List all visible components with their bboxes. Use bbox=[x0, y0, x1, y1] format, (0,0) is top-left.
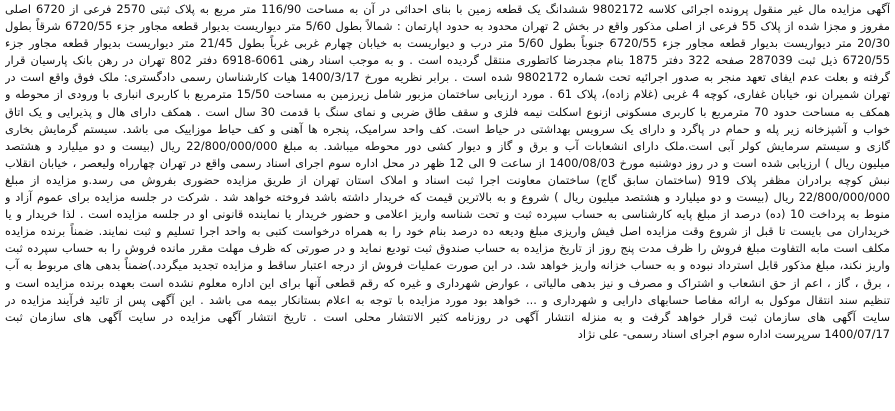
notice-text-line: نبش کوچه برادران مظفر پلاک 919 (ساختمان سابق گاج) ساختمان معاونت اجرا ثبت اسناد و املاک استان تهران از طریق مزایده حضوری بفروش می رسد.و مزایده از مبلغ bbox=[5, 172, 890, 187]
notice-text-line: گازی و سیستم سرمایش کولر آبی است.ملک دارای انشعابات آب و برق و گاز و دیوار کشی دور محوطه میباشد. به مبلغ 22/800/000/000 ریال (بیست و دو میلیارد و هشتصد bbox=[5, 138, 890, 153]
notice-text-line: 20/30 متر دیواریست بدیوار قطعه مجاور جزء 6720/55 جنوباً بطول 5/60 متر درب و دیواریست به خیابان چهارم غربی غرباً بطول 21/45 متر دیواریست بدیوار قطعه مجاور جزء bbox=[5, 36, 890, 51]
notice-text-line: واریز نکند، مبلغ مذکور قابل استرداد نبوده و به حساب خزانه واریز خواهد شد. در این صورت عملیات فروش از درجه اعتبار ساقط و مزایده تجدید میگردد.)ضمناً بدهی های مربوط به آب bbox=[5, 258, 890, 273]
notice-text-line: منوط به پرداخت 10 (ده) درصد از مبلغ پایه کارشناسی به حساب سپرده ثبت و تحت شناسه واریز اعلامی و حضور خریدار یا نماینده قانونی او در جلسه مزایده است . لذا خریدار و یا bbox=[5, 207, 890, 222]
notice-text-line: تهران شمیران نو، خیابان غفاری، کوچه 4 غربی (غلام زاده)، پلاک 61 . مورد ارزیابی ساختمان مزبور شامل زیرزمین به مساحت 15/50 مترمربع با کاربری انباری با ورودی از محوطه و bbox=[5, 87, 890, 102]
notice-signature-line: 1400/07/17 سرپرست اداره سوم اجرای اسناد رسمی- علی نژاد bbox=[577, 326, 890, 341]
notice-text-line: 6720/55 ذیل ثبت 287039 صفحه 322 دفتر 1875 بنام مجدرضا کاتطوری منتقل گردیده است . و به موجب اسناد رهنی 6061-6918 دفتر 802 تهران در رهن بانک پارسیان قرار bbox=[5, 53, 890, 68]
notice-text-line: تنظیم سند انتقال موکول به ارائه مفاصا حسابهای دارایی و شهرداری و ... خواهد بود مورد مزایده با توجه به اعلام بستانکار بیمه می باشد . این آگهی پس از تائید فرآیند مزایده در bbox=[5, 292, 890, 307]
notice-text-line: خواب و آشپزخانه زیر پله و حمام در پاگرد و دارای یک سرویس بهداشتی در حیاط است. کف واحد سرامیک، پنجره ها آهنی و کف حیاط موزاییک می باشد. سیستم گرمایش بخاری bbox=[5, 121, 890, 136]
notice-text-line: آگهی مزایده مال غیر منقول پرونده اجرائی کلاسه 9802172 ششدانگ یک قطعه زمین با بنای احداثی در آن به مساحت 116/90 متر مربع به پلاک ثبتی 2570 فرعی از 6720 اصلی bbox=[5, 2, 890, 16]
notice-text-line: خریداران می بایست تا قبل از شروع وقت مزایده اصل فیش واریزی مبلغ ودیعه ده درصد بنام خود را به همراه درخواست کتبی به واحد اجرا تسلیم و ثبت نمایند. ضمناً برنده مزایده bbox=[5, 224, 890, 239]
notice-text-line: همکف به مساحت حدود 70 مترمربع با کاربری مسکونی ازنوع اسکلت نیمه فلزی و سقف طاق ضربی و نمای سنگ با قدمت 30 سال است . همکف دارای هال و پذیرایی و یک اتاق bbox=[5, 104, 890, 119]
notice-text-line: گرفته و بعلت عدم ایفای تعهد منجر به صدور اجرائیه تحت شماره 9802172 شده است . برابر نظریه مورخ 1400/3/17 هیات کارشناسان رسمی دادگستری: ملک فوق واقع است در bbox=[5, 70, 890, 85]
notice-text-line: سایت آگهی های سازمان ثبت قرار خواهد گرفت و به منزله انتشار آگهی در روزنامه کثیر الانتشار محلی است . تاریخ انتشار آگهی مزایده در سایت آگهی های سازمان ثبت bbox=[5, 309, 890, 324]
notice-text-line: 22/800/000/000 ریال (بیست و دو میلیارد و هشتصد میلیون ریال ) شروع و به بالاترین قیمت که خریدار داشته باشد فروخته خواهد شد . شرکت در جلسه مزایده برای عموم آزاد و bbox=[5, 190, 890, 205]
notice-text-line: ، برق ، گاز ، اعم از حق انشعاب و اشتراک و مصرف و نیز بدهی مالیاتی ، عوارض شهرداری و غیره که رقم قطعی آنها برای این اداره معلوم نشده است بعهده برنده مزایده است و bbox=[5, 275, 890, 290]
notice-text-line: مکلف است مابه التفاوت مبلغ فروش را ظرف مدت پنج روز از تاریخ مزایده به حساب صندوق ثبت تودیع نماید و در صورتی که ظرف مهلت مقرر مانده فروش را به حساب سپرده ثبت bbox=[5, 241, 890, 256]
notice-text-line: میلیون ریال ) ارزیابی شده است و در روز دوشنبه مورخ 1400/08/03 از ساعت 9 الی 12 ظهر در محل اداره سوم اجرای اسناد رسمی واقع در تهران چهارراه ولیعصر ، خیابان انقلاب bbox=[5, 155, 890, 170]
notice-text-line: مفروز و مجزا شده از پلاک 55 فرعی از اصلی مذکور واقع در بخش 2 تهران محدود به حدود اپارتمان : شمالاً بطول 5/60 متر دیواریست بدیوار قطعه مجاور جزء 6720/55 شرقاً بطول bbox=[5, 19, 890, 34]
